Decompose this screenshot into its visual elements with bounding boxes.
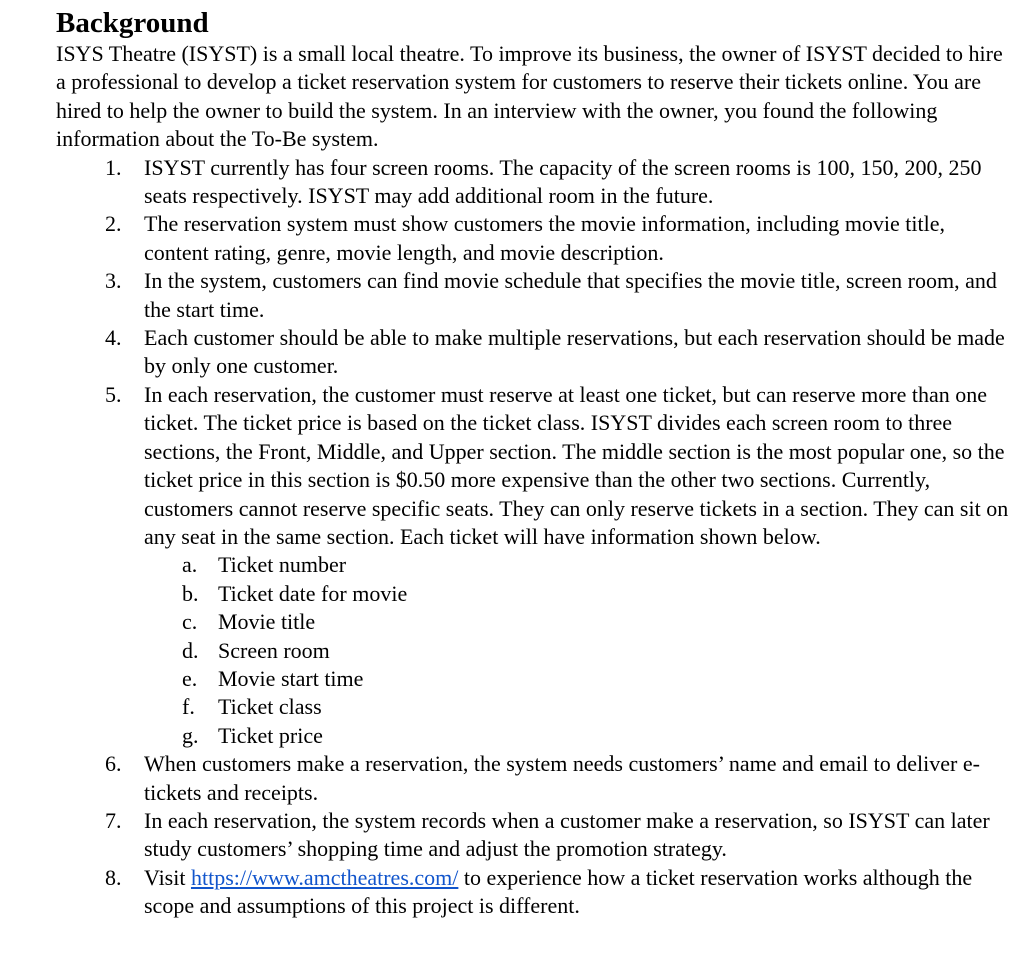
list-item-text: The reservation system must show customers the movie information, including movie title, content rating, genre, movie length, and movie description. [144,211,946,265]
sublist-letter: e. [182,665,198,691]
list-number: 6. [105,751,122,777]
sublist-letter: d. [182,637,199,663]
list-number: 2. [105,211,122,237]
intro-paragraph: ISYS Theatre (ISYST) is a small local theatre. To improve its business, the owner of ISYST decided to hire a professional to develop a ticket reservation system for customers to reserve their tickets online. You are hired to help the owner to build the system. In an interview with the owner, you found the following information about the To-Be system. [56,41,1003,152]
sublist-item-text: Movie start time [218,665,364,691]
list-item [56,154,1014,211]
sublist-item-text: Ticket class [218,694,322,720]
sublist-item [144,637,1014,665]
sublist-item-text: Ticket date for movie [218,580,408,606]
list-item-text: In the system, customers can find movie schedule that specifies the movie title, screen room, and the start time. [144,268,997,322]
list-number: 5. [105,381,122,407]
list-number: 7. [105,807,122,833]
list-item [56,324,1014,381]
list-item-text: ISYST currently has four screen rooms. The capacity of the screen rooms is 100, 150, 200, 250 seats respectively. ISYST may add additional room in the future. [144,154,982,209]
list-number: 8. [105,864,122,890]
list-item [56,807,1014,864]
sublist-item [144,608,1014,636]
section-heading: Background [56,7,209,39]
list-item-text: In each reservation, the customer must reserve at least one ticket, but can reserve more than one ticket. The ticket price is based on the ticket class. ISYST divides each screen room to three sections, the Front, Middle, and Upper section. The middle section is the most popular one, so the ticket price in this section is $0.50 more expensive than the other two sections. Currently, customers cannot reserve specific seats. They can only reserve tickets in a section. They can sit on any seat in the same section. Each ticket will have information shown below. [144,381,1009,549]
sublist-letter: g. [182,722,199,748]
sublist-item-text: Ticket number [218,552,347,578]
sublist-item-text: Ticket price [218,722,323,748]
list-number: 3. [105,268,122,294]
sublist-letter: f. [182,694,195,720]
sublist-item [144,665,1014,693]
requirements-list [56,154,1014,921]
sublist-letter: c. [182,609,198,635]
list-item [56,210,1014,267]
sublist-item [144,551,1014,579]
sublist-letter: b. [182,580,199,606]
sublist-item [144,722,1014,750]
sublist-item [144,693,1014,721]
list-item-text: Each customer should be able to make multiple reservations, but each reservation should be made by only one customer. [144,325,1005,379]
list-item-text-prefix: Visit [144,864,191,890]
ticket-info-sublist [144,551,1014,750]
sublist-item-text: Movie title [218,609,316,635]
list-item [56,381,1014,750]
list-item [56,267,1014,324]
list-item [56,750,1014,807]
list-item-text: When customers make a reservation, the system needs customers’ name and email to deliver e-tickets and receipts. [144,751,980,805]
sublist-item-text: Screen room [218,637,330,663]
amc-theatres-link[interactable]: https://www.amctheatres.com/ [190,864,459,890]
list-number: 4. [105,325,122,351]
list-item [56,864,1014,921]
sublist-letter: a. [182,552,198,578]
list-item-text: In each reservation, the system records when a customer make a reservation, so ISYST can later study customers’ shopping time and adjust the promotion strategy. [144,807,990,862]
list-item-text-suffix: to experience how a ticket reservation works although the scope and assumptions of this project is different. [144,864,973,919]
sublist-item [144,580,1014,608]
list-number: 1. [105,154,122,180]
